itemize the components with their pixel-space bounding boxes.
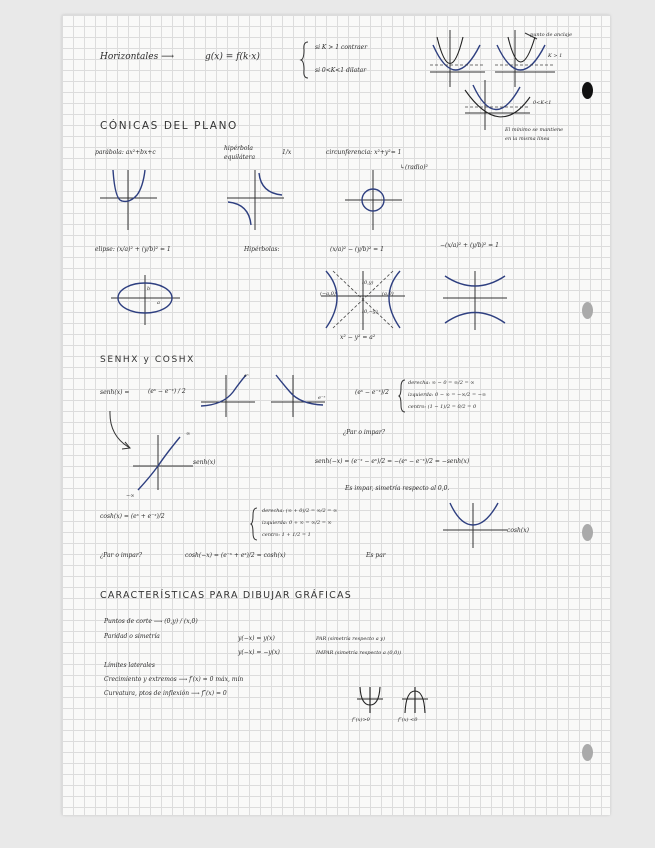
- label-k-gt1: K > 1: [548, 53, 563, 59]
- senh-centro: centro: (1 − 1)/2 = 0/2 = 0: [408, 404, 477, 410]
- caract-limites: Límites laterales: [104, 662, 155, 669]
- cosh-parity-question: ¿Par o impar?: [100, 552, 142, 559]
- senh-def-left: senh(x) =: [100, 389, 130, 396]
- horizontal-case2: si 0<K<1 dilatar: [315, 67, 367, 74]
- hyperbola-eq-1: (x/a)² − (y/b)² = 1: [330, 246, 384, 253]
- parabola-graph: [95, 165, 165, 235]
- caract-paridad: Paridad o simetría: [104, 633, 160, 640]
- ellipse-graph: [108, 270, 183, 330]
- cosh-derecha: derecha: (∞ + 0)/2 = ∞/2 = ∞: [262, 508, 338, 514]
- point-neg-y: (0,−y): [362, 309, 378, 315]
- senh-parity-question: ¿Par o impar?: [343, 429, 385, 436]
- cosh-derivation: cosh(−x) = (e⁻ˣ + eˣ)/2 = cosh(x): [185, 552, 286, 559]
- binder-hole-3: [582, 524, 593, 541]
- horizontal-formula: g(x) = f(k·x): [205, 52, 260, 62]
- senh-derivation: senh(−x) = (e⁻ˣ − eˣ)/2 = −(eˣ − e⁻ˣ)/2 = −senh(x): [315, 458, 470, 465]
- caract-impar-eq: y(−x) = −y(x): [238, 649, 280, 656]
- hyperbola-y-graph: [440, 268, 510, 333]
- senh-inf-neg: −∞: [126, 493, 135, 499]
- note-min-2: en la misma línea: [505, 136, 550, 142]
- point-pos-a: (a,0): [382, 291, 394, 297]
- caract-cortes: Puntos de corte ⟶ (0,y) / (x,0): [104, 618, 198, 625]
- horizontal-graphs: [425, 25, 565, 135]
- hyperbola-eq-3: x² − y² = a²: [340, 334, 376, 341]
- senh-derecha: derecha: ∞ − 0 = ∞/2 = ∞: [408, 380, 475, 386]
- caract-par-eq: y(−x) = y(x): [238, 635, 275, 642]
- hiperbolas-label: Hipérbolas:: [244, 246, 280, 253]
- senh-title: SENHX y COSHX: [100, 355, 195, 365]
- parabola-label: parábola: ax²+bx+c: [95, 149, 156, 156]
- senh-graph: [128, 432, 198, 492]
- cosh-izquierda: izquierda: 0 + ∞ = ∞/2 = ∞: [262, 520, 332, 526]
- senh-izquierda: izquierda: 0 − ∞ = −∞/2 = −∞: [408, 392, 487, 398]
- hyperbola-x-graph: [318, 268, 408, 333]
- cosh-def: cosh(x) = (eˣ + e⁻ˣ)/2: [100, 513, 165, 520]
- caract-curvatura: Curvatura, ptos de inflexión ⟶ f″(x) = 0: [104, 690, 227, 697]
- senh-graph-label: senh(x): [193, 459, 216, 466]
- concavity-down-icon: [400, 685, 430, 715]
- fpp-positive: f″(x)>0: [352, 717, 370, 723]
- ex-graph: [198, 372, 258, 422]
- conicas-title: CÓNICAS DEL PLANO: [100, 120, 238, 132]
- concavity-up-icon: [355, 685, 385, 715]
- hiperbola-label-2: equilátera: [224, 154, 256, 161]
- caract-crecimiento: Crecimiento y extremos ⟶ f′(x) = 0 máx, mín: [104, 676, 244, 683]
- label-emx: e⁻ˣ: [318, 395, 326, 401]
- circle-graph: [340, 165, 410, 235]
- brace-cosh: [250, 506, 258, 542]
- label-ex: eˣ: [244, 373, 249, 379]
- note-min-1: El mínimo se mantiene: [505, 127, 564, 133]
- senh-frac-2: (eˣ − e⁻ˣ)/2: [355, 389, 389, 396]
- hyperbola-graph: [222, 165, 292, 235]
- cosh-graph-label: cosh(x): [507, 527, 529, 534]
- elipse-label: elipse: (x/a)² + (y/b)² = 1: [95, 246, 171, 253]
- horizontal-case1: si K > 1 contraer: [315, 44, 368, 51]
- hyperbola-eq-2: −(x/a)² + (y/b)² = 1: [440, 242, 499, 249]
- brace-senh: [398, 378, 406, 414]
- point-pos-y: (0,y): [362, 280, 374, 286]
- point-neg-a: (−a,0): [320, 291, 336, 297]
- fpp-negative: f″(x) <0: [398, 717, 418, 723]
- horizontal-label: Horizontales ⟶: [100, 52, 174, 62]
- binder-hole-4: [582, 744, 593, 761]
- senh-def-frac: (eˣ − e⁻ˣ) / 2: [148, 388, 186, 395]
- radio-label: ↳(radio)²: [400, 164, 428, 171]
- senh-inf-pos: ∞: [186, 431, 191, 437]
- cosh-centro: centro: 1 + 1/2 = 1: [262, 532, 311, 538]
- ellipse-b: b: [147, 286, 151, 292]
- circ-label: circunferencia: x²+y²= 1: [326, 149, 402, 156]
- caract-title: CARACTERÍSTICAS PARA DIBUJAR GRÁFICAS: [100, 590, 352, 601]
- note-point: punto de anclaje: [530, 32, 573, 38]
- cosh-conclusion: Es par: [366, 552, 386, 559]
- caract-impar-label: IMPAR (simetría respecto a (0,0)): [316, 650, 402, 656]
- cosh-graph: [440, 500, 510, 550]
- brace: [300, 40, 310, 80]
- hiperbola-fraction: 1/x: [282, 149, 292, 156]
- hiperbola-label-1: hipérbola: [224, 145, 253, 152]
- caract-par-label: PAR (simetría respecto a y): [316, 636, 386, 642]
- binder-hole-top: [582, 82, 593, 99]
- label-k-lt1: 0<K<1: [533, 100, 552, 106]
- senh-conclusion: Es impar, simetría respecto al 0,0.: [345, 485, 450, 492]
- ellipse-a: a: [157, 300, 160, 306]
- binder-hole-2: [582, 302, 593, 319]
